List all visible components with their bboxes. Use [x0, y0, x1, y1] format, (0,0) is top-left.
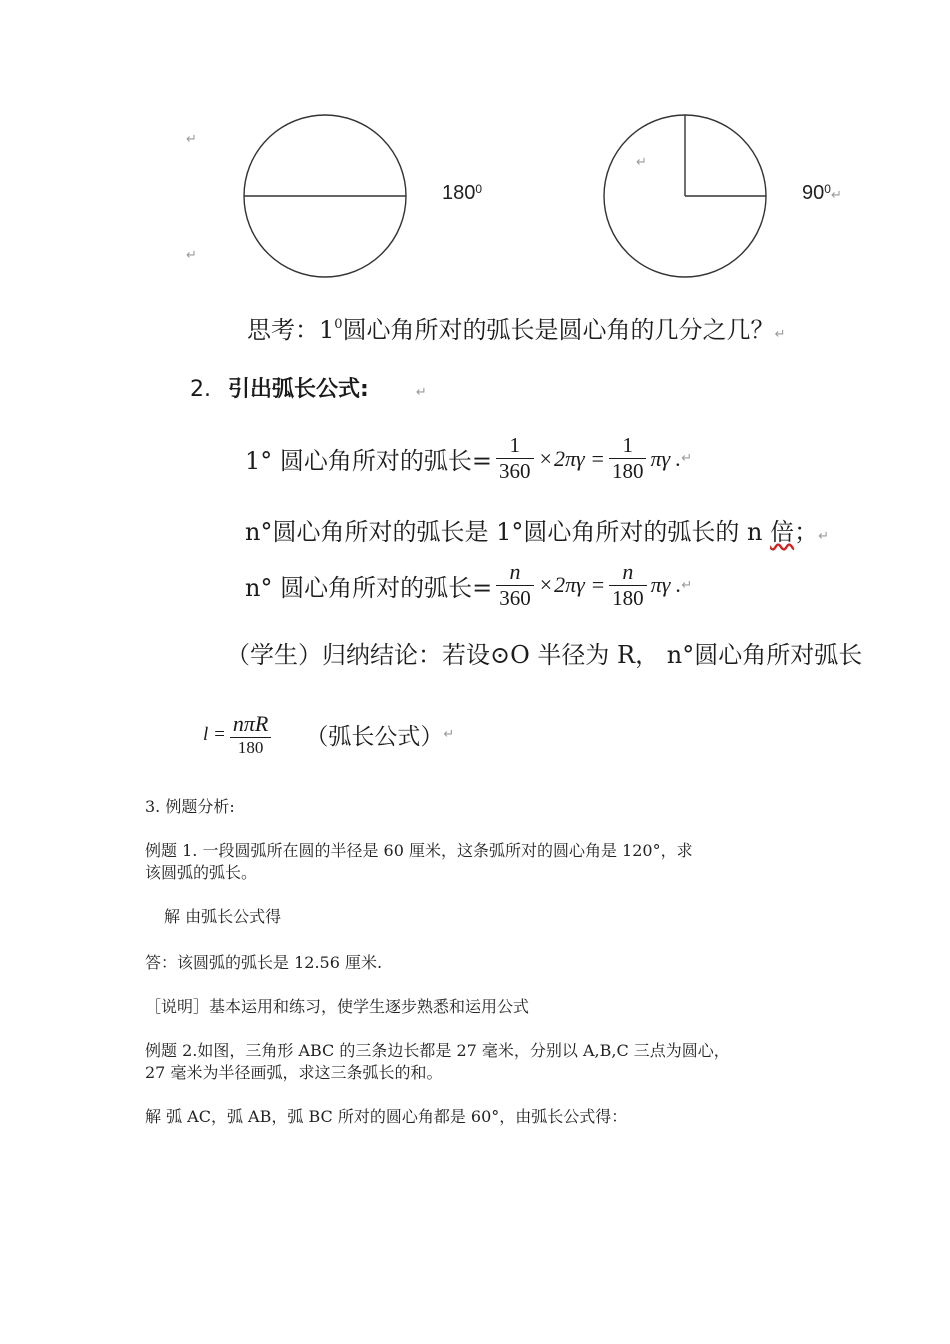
fraction-1-over-180: $\frac{1}{180}$: [609, 434, 647, 483]
fraction-1-over-360: $\frac{1}{360}$: [496, 434, 534, 483]
arc-length-formula: l = $\frac{\text{nπR}}{180}$ （弧长公式） ↵: [203, 711, 455, 758]
example-2-solution: 解 弧 AC，弧 AB，弧 BC 所对的圆心角都是 60°，由弧长公式得：: [145, 1107, 628, 1126]
fraction-n-over-180: $\frac{n}{180}$: [609, 560, 647, 610]
example-2-line-1: 例题 2.如图，三角形 ABC 的三条边长都是 27 毫米，分别以 A,B,C 三点为圆心，: [145, 1041, 730, 1060]
example-1-line-2: 该圆弧的弧长。: [145, 863, 258, 882]
explanation-note: ［说明］基本运用和练习，使学生逐步熟悉和运用公式: [145, 997, 530, 1016]
circle-90-figure: [600, 112, 770, 282]
example-1-answer: 答：该圆弧的弧长是 12.56 厘米.: [145, 953, 383, 972]
fraction-npiR-over-180: $\frac{\text{nπR}}{180}$: [230, 712, 271, 758]
example-1-line-1: 例题 1. 一段圆弧所在圆的半径是 60 厘米，这条弧所对的圆心角是 120°，求: [145, 841, 693, 860]
formula-one-degree: 1° 圆心角所对的弧长= $\frac{1}{360}$ × 2πγ = $\frac{1}{180}$ πγ . ↵: [245, 433, 693, 484]
example-1-solution: 解 由弧长公式得: [164, 907, 282, 926]
think-question: 思考：$1^0$圆心角所对的弧长是圆心角的几分之几？↵: [247, 316, 786, 344]
fraction-n-over-360: $\frac{n}{360}$: [496, 560, 534, 610]
paragraph-mark: ↵: [186, 248, 197, 263]
student-conclusion: （学生）归纳结论：若设⊙O 半径为 R， n°圆心角所对弧长: [226, 641, 863, 669]
n-degree-statement: n°圆心角所对的弧长是 1°圆心角所对的弧长的 n 倍；↵: [245, 518, 829, 546]
angle-label-180: $180^0$: [442, 182, 483, 204]
paragraph-mark: ↵: [186, 132, 197, 147]
circle-180-figure: [240, 112, 410, 282]
spellcheck-underline: 倍: [770, 518, 795, 546]
angle-label-90: $90^0↵$: [802, 182, 842, 204]
section-3-heading: 3. 例题分析:: [145, 797, 235, 816]
formula-n-degree: n° 圆心角所对的弧长= $\frac{n}{360}$ × 2πγ = $\frac{n}{180}$ πγ . ↵: [245, 559, 693, 611]
section-2-heading: 2. 引出弧长公式: ↵: [190, 377, 427, 402]
paragraph-mark: ↵: [636, 155, 647, 170]
example-2-line-2: 27 毫米为半径画弧，求这三条弧长的和。: [145, 1063, 443, 1082]
